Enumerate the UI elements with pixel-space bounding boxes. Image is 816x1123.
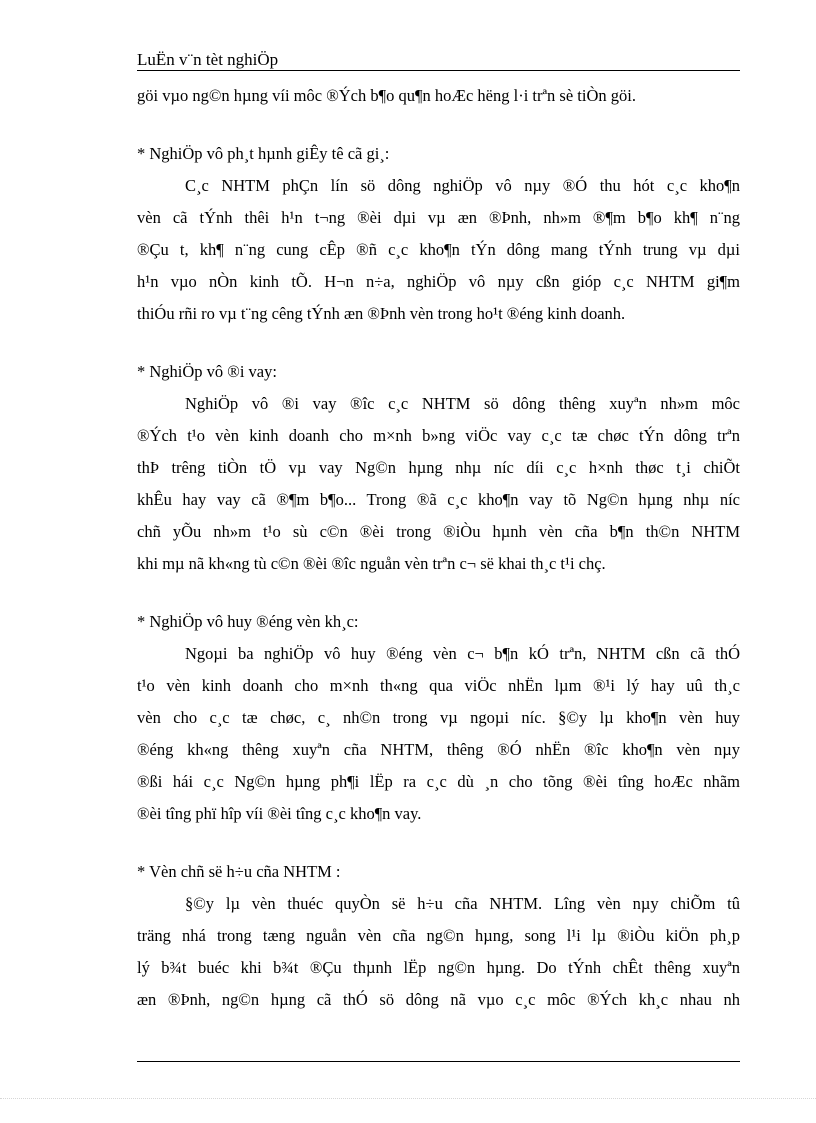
text-line: khi mµ nã kh«ng tù c©n ®èi ®îc nguån vèn trªn c¬ së khai th¸c t¹i chç. xyxy=(137,554,606,573)
section-heading: * NghiÖp vô huy ®éng vèn kh¸c: xyxy=(137,612,359,631)
section-heading: * NghiÖp vô ph¸t hµnh giÊy tê cã gi¸: xyxy=(137,144,390,163)
page-edge-dots xyxy=(0,1098,816,1099)
text-line: lý b¾t buéc khi b¾t ®Çu thµnh lËp ng©n hµng. Do tÝnh chÊt thêng xuyªn xyxy=(137,958,740,977)
paragraph-gap xyxy=(137,580,740,606)
text-line: vèn cho c¸c tæ chøc, c¸ nh©n trong vµ ngoµi níc. §©y lµ kho¶n vèn huy xyxy=(137,708,740,727)
text-line: träng nhá trong tæng nguån vèn cña ng©n hµng, song l¹i lµ ®iÒu kiÖn ph¸p xyxy=(137,926,740,945)
text-line: vèn cã tÝnh thêi h¹n t¬ng ®èi dµi vµ æn ®Þnh, nh»m ®¶m b¶o kh¶ n¨ng xyxy=(137,208,740,227)
section-heading: * NghiÖp vô ®i vay: xyxy=(137,362,277,381)
text-line: ®éng kh«ng thêng xuyªn cña NHTM, thêng ®Ó nhËn ®îc kho¶n vèn nµy xyxy=(137,740,740,759)
paragraph-gap xyxy=(137,830,740,856)
text-line: h¹n vµo nÒn kinh tÕ. H¬n n÷a, nghiÖp vô nµy cßn gióp c¸c NHTM gi¶m xyxy=(137,272,740,291)
text-line: khÊu hay vay cã ®¶m b¶o... Trong ®ã c¸c kho¶n vay tõ Ng©n hµng nhµ níc xyxy=(137,490,740,509)
text-line: thiÓu rñi ro vµ t¨ng cêng tÝnh æn ®Þnh vèn trong ho¹t ®éng kinh doanh. xyxy=(137,304,626,323)
text-line: göi vµo ng©n hµng víi môc ®Ých b¶o qu¶n hoÆc hëng l·i trªn sè tiÒn göi. xyxy=(137,86,636,105)
body-text xyxy=(137,80,740,1016)
text-line: NghiÖp vô ®i vay ®îc c¸c NHTM sö dông thêng xuyªn nh»m môc xyxy=(185,394,740,413)
text-line: ®Ých t¹o vèn kinh doanh cho m×nh b»ng viÖc vay c¸c tæ chøc tÝn dông trªn xyxy=(137,426,740,445)
text-line: C¸c NHTM phÇn lín sö dông nghiÖp vô nµy ®Ó thu hót c¸c kho¶n xyxy=(185,176,740,195)
running-header: LuËn v¨n tèt nghiÖp xyxy=(137,50,279,69)
paragraph-gap xyxy=(137,112,740,138)
text-line: Ngoµi ba nghiÖp vô huy ®éng vèn c¬ b¶n kÓ trªn, NHTM cßn cã thÓ xyxy=(185,644,740,663)
text-line: thÞ trêng tiÒn tÖ vµ vay Ng©n hµng nhµ níc díi c¸c h×nh thøc t¸i chiÕt xyxy=(137,458,740,477)
text-line: t¹o vèn kinh doanh cho m×nh th«ng qua viÖc nhËn lµm ®¹i lý hay uû th¸c xyxy=(137,676,740,695)
text-line: ®èi tîng phï hîp víi ®èi tîng c¸c kho¶n vay. xyxy=(137,804,422,823)
text-line: ®Çu t, kh¶ n¨ng cung cÊp ®ñ c¸c kho¶n tÝn dông mang tÝnh trung vµ dµi xyxy=(137,240,740,259)
text-line: æn ®Þnh, ng©n hµng cã thÓ sö dông nã vµo c¸c môc ®Ých kh¸c nhau nh xyxy=(137,990,740,1009)
header-rule xyxy=(137,70,740,71)
footer-rule xyxy=(137,1061,740,1062)
text-line: ®ßi hái c¸c Ng©n hµng ph¶i lËp ra c¸c dù ¸n cho tõng ®èi tîng hoÆc nhãm xyxy=(137,772,740,791)
text-line: chñ yÕu nh»m t¹o sù c©n ®èi trong ®iÒu hµnh vèn cña b¶n th©n NHTM xyxy=(137,522,740,541)
text-line: §©y lµ vèn thuéc quyÒn së h÷u cña NHTM. Lîng vèn nµy chiÕm tû xyxy=(185,894,740,913)
section-heading: * Vèn chñ së h÷u cña NHTM : xyxy=(137,862,341,881)
paragraph-gap xyxy=(137,330,740,356)
